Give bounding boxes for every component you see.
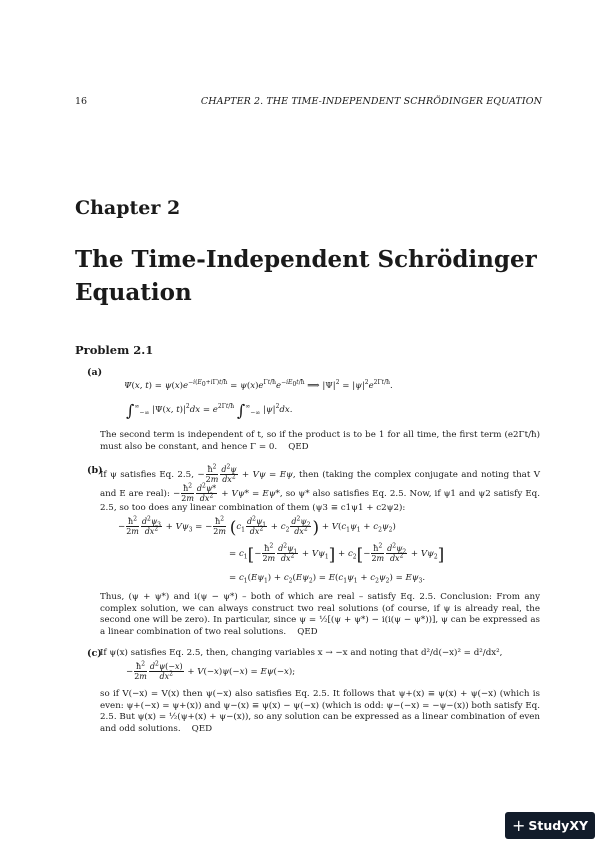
part-b-conclusion-text: Thus, (ψ + ψ*) and i(ψ − ψ*) – both of which are real – satisfy Eq. 2.5. Conclusion: From any complex solution, we can always construct two real solutions (of course, if ψ is already real, the second one will be zero). In particular, since ψ = ½[(ψ + ψ*) − i(i(ψ − ψ*))], ψ can be expressed as a linear combination of two real solutions. (100, 592, 540, 637)
equation-b1: − $\frac{ħ^2}{2m}$ $\frac{d^2\psi_3}{dx^2}$ + $V\psi_3$ = − $\frac{ħ^2}{2m}$ ($c_1$ $\frac{d^2\psi_1}{dx^2}$ + $c_2$ $\frac{d^2\psi_2}{dx^2}$ ) + $V(c_1\psi_1 + c_2\psi_2)$ (118, 515, 396, 538)
part-c-label: (c) (87, 648, 102, 659)
part-c-conclusion-text: so if V(−x) = V(x) then ψ(−x) also satisfies Eq. 2.5. It follows that ψ+(x) ≡ ψ(x) + ψ(−x) (which is even: ψ+(−x) = ψ+(x)) and ψ−(x) ≡ ψ(x) − ψ(−x) (which is odd: ψ−(−x) = −ψ−(x)) both satisfy Eq. 2.5. But ψ(x) = ½(ψ+(x) + ψ−(x)), so any solution can be expressed as a linear combination of even and odd solutions. (100, 689, 540, 734)
part-a-sentence: The second term is independent of t, so if the product is to be 1 for all time, the first term (e2Γt/ħ) must also be constant, and hence Γ = 0. (100, 430, 540, 452)
part-b-intro (100, 465, 540, 515)
qed-b: QED (297, 626, 318, 637)
equation-a1: Ψ(x, $t) = \psi(x)e^{-i(E_0+i\Gamma)t/ħ} = \psi(x)e^{\Gamma t/ħ}e^{-iE_0t/ħ}$ ⟹ $|\Psi|^2 = |\psi|^2e^{2\Gamma t/ħ}$. (124, 379, 393, 391)
equation-a2: $\int^\infty_{-\infty}$ |Ψ(x, $t)|^2dx = e^{2\Gamma t/ħ}$ $\int^\infty_{-\infty}$ $|\psi|^2dx$. (126, 401, 293, 420)
part-c-intro: If ψ(x) satisfies Eq. 2.5, then, changing variables x → −x and noting that d²/d(−x)² = d²/dx², (100, 648, 503, 658)
chapter-title: The Time-Independent Schrödinger Equation (75, 246, 537, 306)
qed-c: QED (191, 723, 213, 734)
part-b-conclusion (100, 592, 540, 638)
running-head: CHAPTER 2. THE TIME-INDEPENDENT SCHRÖDINGER EQUATION (200, 96, 542, 107)
part-a-text (100, 430, 540, 453)
conjugate-inline: − $\frac{ħ^2}{2m}$ $\frac{d^2\psi*}{dx^2}$ + Vψ* = Eψ* (172, 482, 280, 503)
chapter-label: Chapter 2 (75, 197, 181, 219)
equation-b2: = $c_1[-$ $\frac{ħ^2}{2m}$ $\frac{d^2\psi_1}{dx^2}$ + $V\psi_1] + c_2[-$ $\frac{ħ^2}{2m}$ $\frac{d^2\psi_2}{dx^2}$ + $V\psi_2$] (229, 542, 445, 565)
part-b-label: (b) (87, 465, 103, 476)
qed-a: QED (288, 441, 309, 452)
problem-heading: Problem 2.1 (75, 343, 154, 357)
equation-c1: − $\frac{ħ^2}{2m}$ $\frac{d^2\psi(-x)}{dx^2}$ + V(−x)ψ(−x) = Eψ(−x); (126, 660, 296, 681)
part-c-conclusion (100, 689, 540, 735)
plus-icon: + (511, 816, 526, 835)
page-number: 16 (75, 96, 88, 107)
equation-b3: = $c_1(E\psi_1) + c_2(E\psi_2) = E(c_1\psi_1 + c_2\psi_2) = E\psi_3$. (229, 573, 426, 585)
logo-text: StudyXY (528, 818, 589, 833)
part-b-intro-2: , then (taking the complex conjugate and noting that V and E are real): (100, 470, 540, 499)
schrodinger-inline: − $\frac{ħ^2}{2m}$ $\frac{d^2\psi}{dx^2}$ + Vψ = Eψ (197, 463, 293, 484)
part-b-intro-1: If ψ satisfies Eq. 2.5, (100, 470, 194, 480)
studyxy-logo (505, 812, 595, 839)
part-a-label: (a) (87, 367, 103, 378)
part-b-intro-3: , so ψ* also satisfies Eq. 2.5. Now, if ψ1 and ψ2 satisfy Eq. 2.5, so too does any linear combination of them (ψ3 ≡ c1ψ1 + c2ψ2): (100, 489, 540, 513)
